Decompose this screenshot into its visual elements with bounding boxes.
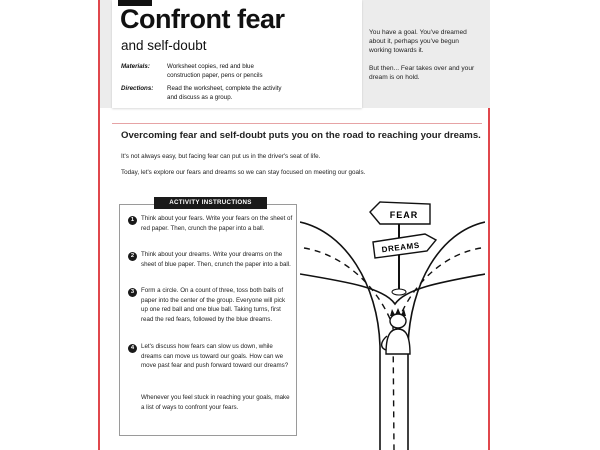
instructions-title: ACTIVITY INSTRUCTIONS: [154, 197, 267, 209]
step-number: 4: [128, 344, 137, 353]
road-fork: [300, 274, 485, 304]
dreams-sign: [373, 234, 436, 258]
materials-text: Worksheet copies, red and blue construction paper, pens or pencils: [167, 63, 263, 79]
step-number: 1: [128, 216, 137, 225]
intro-heading: Overcoming fear and self-doubt puts you on the road to reaching your dreams.: [121, 130, 481, 141]
road-edge-left: [300, 222, 380, 450]
step-number: 2: [128, 252, 137, 261]
divider: [112, 123, 482, 124]
closing-text: Whenever you feel stuck in reaching your goals, make a list of ways to confront your fears.: [141, 394, 290, 411]
materials-row: [121, 62, 282, 80]
step-number: 3: [128, 288, 137, 297]
materials-label: Materials:: [121, 63, 150, 70]
road-edge-right: [408, 222, 485, 450]
sidebar-para-2: But then... Fear takes over and your dream is on hold.: [369, 65, 475, 81]
page-title: Confront fear: [120, 4, 285, 34]
person-figure: [382, 308, 410, 354]
intro-line-2: Today, let's explore our fears and dreams so we can stay focused on meeting our goals.: [121, 169, 366, 176]
lane-dashes-right: [396, 248, 481, 326]
road-illustration: [300, 196, 485, 450]
pole-base: [392, 289, 406, 295]
step-text: Let's discuss how fears can slow us down, while dreams can move us toward our goals. How can we move past fear and push forward toward our dreams?: [141, 343, 289, 370]
person-head: [390, 314, 406, 328]
page-subtitle: and self-doubt: [121, 38, 207, 53]
step-text: Form a circle. On a count of three, toss both balls of paper into the center of the group. Everyone will pick up one red ball and one blue ball. Taking turns, first read the red fears, followed by the blue dreams.: [141, 287, 286, 323]
directions-text: Read the worksheet, complete the activity and discuss as a group.: [167, 85, 282, 101]
intro-line-1: It's not always easy, but facing fear can put us in the driver's seat of life.: [121, 153, 321, 160]
directions-label: Directions:: [121, 85, 154, 92]
person-body: [386, 329, 410, 354]
sidebar-para-1: You have a goal. You've dreamed about it, perhaps you've begun working towards it.: [369, 29, 467, 54]
dreams-sign-label: DREAMS: [381, 240, 421, 255]
fear-sign-label: FEAR: [389, 210, 419, 220]
fear-sign: [370, 202, 430, 224]
step-text: Think about your dreams. Write your dreams on the sheet of blue paper. Then, crunch the paper into a ball.: [141, 251, 291, 268]
step-text: Think about your fears. Write your fears on the sheet of red paper. Then, crunch the paper into a ball.: [141, 215, 293, 232]
directions-row: [121, 84, 282, 102]
